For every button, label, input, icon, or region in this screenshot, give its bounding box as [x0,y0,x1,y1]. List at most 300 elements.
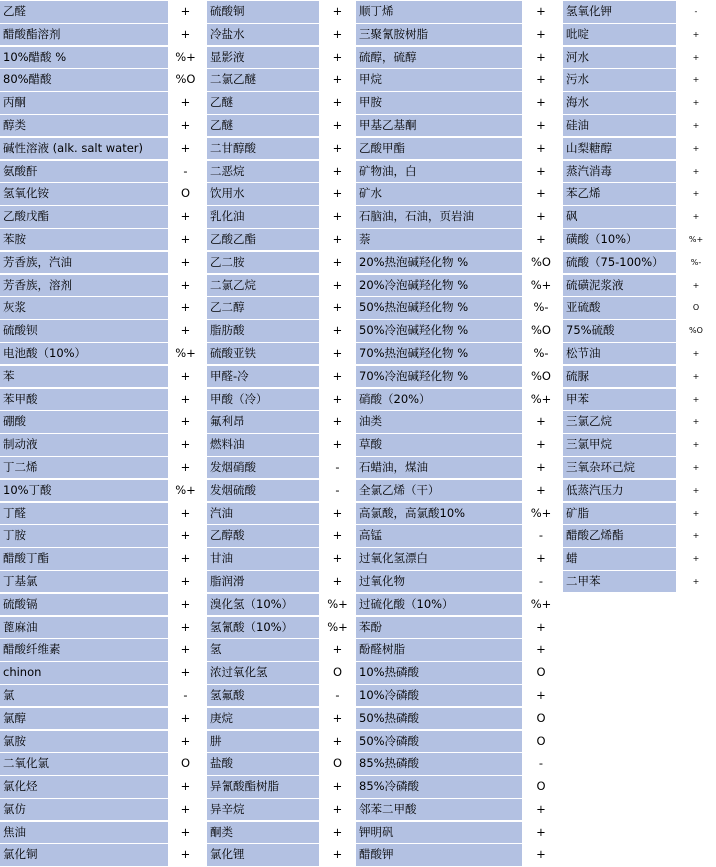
substance-name: 20%热泡碱羟化物 % [356,252,522,274]
substance-name: chinon [0,662,168,684]
resistance-rating: + [522,548,560,570]
table-row [0,24,203,46]
table-row [356,822,560,844]
substance-name: 85%热磷酸 [356,753,522,775]
table-row [0,776,203,798]
substance-name: 亚硫酸 [563,297,676,319]
table-row [0,753,203,775]
table-row [563,252,716,274]
table-row [356,753,560,775]
table-row [0,183,203,205]
table-row [0,731,203,753]
substance-name: 过氧化物 [356,571,522,593]
resistance-rating: + [319,343,356,365]
resistance-rating: + [522,617,560,639]
table-row [207,799,356,821]
substance-name: 氯仿 [0,799,168,821]
table-row [563,24,716,46]
table-row [356,183,560,205]
substance-name: 蓖麻油 [0,617,168,639]
substance-name: 75%硫酸 [563,320,676,342]
table-row [356,1,560,23]
substance-name: 海水 [563,92,676,114]
substance-name: 丁醛 [0,503,168,525]
substance-name: 钾明矾 [356,822,522,844]
resistance-rating: + [676,138,716,160]
substance-name: 乙醚 [207,115,319,137]
substance-name: 乙酸乙酯 [207,229,319,251]
table-row [207,115,356,137]
table-row [356,92,560,114]
substance-name: 脂肪酸 [207,320,319,342]
table-row [207,731,356,753]
substance-name: 丁二烯 [0,457,168,479]
table-row [563,47,716,69]
substance-name: 汽油 [207,503,319,525]
substance-name: 硫磺泥浆液 [563,275,676,297]
table-row [0,525,203,547]
substance-name: 石脑油，石油，页岩油 [356,206,522,228]
substance-name: 氢氧化钾 [563,1,676,23]
resistance-rating: + [676,480,716,502]
table-row [0,639,203,661]
resistance-rating: + [522,69,560,91]
table-row [207,434,356,456]
resistance-rating: + [168,411,203,433]
table-row [356,548,560,570]
resistance-rating: + [319,503,356,525]
resistance-rating: + [676,115,716,137]
resistance-rating: + [168,24,203,46]
substance-name: 苯乙烯 [563,183,676,205]
resistance-rating: + [522,229,560,251]
substance-name: 氟利昂 [207,411,319,433]
resistance-rating: + [168,366,203,388]
resistance-rating: + [168,662,203,684]
table-row [207,548,356,570]
table-row [207,1,356,23]
resistance-rating: + [319,1,356,23]
table-row [356,685,560,707]
substance-name: 硼酸 [0,411,168,433]
substance-name: 顺丁烯 [356,1,522,23]
resistance-rating: + [522,639,560,661]
table-row [0,617,203,639]
substance-name: 硫酸铜 [207,1,319,23]
resistance-rating: + [319,411,356,433]
table-row [0,457,203,479]
resistance-rating: %+ [522,275,560,297]
table-row [563,457,716,479]
table-row [0,92,203,114]
substance-name: 二氯乙醚 [207,69,319,91]
table-row [207,503,356,525]
substance-name: 苯胺 [0,229,168,251]
resistance-rating: + [522,822,560,844]
substance-name: 乙二醇 [207,297,319,319]
resistance-rating: + [319,389,356,411]
substance-name: 苯 [0,366,168,388]
table-row [356,320,560,342]
table-row [356,24,560,46]
table-row [207,480,356,502]
table-row [356,366,560,388]
substance-name: 二甘醇酸 [207,138,319,160]
table-row [207,343,356,365]
resistance-rating: - [522,525,560,547]
resistance-rating: O [319,753,356,775]
resistance-rating: %- [676,252,716,274]
resistance-rating: + [168,252,203,274]
substance-name: 醋酸乙烯酯 [563,525,676,547]
table-row [207,206,356,228]
resistance-rating: + [319,47,356,69]
resistance-rating: + [319,183,356,205]
substance-name: 乙二胺 [207,252,319,274]
substance-name: 醋酸钾 [356,844,522,866]
substance-name: 冷盐水 [207,24,319,46]
substance-name: 乙醇酸 [207,525,319,547]
resistance-rating: + [319,548,356,570]
table-column-2 [207,1,356,867]
resistance-rating: + [522,411,560,433]
substance-name: 显影液 [207,47,319,69]
resistance-rating: - [676,1,716,23]
substance-name: 矿脂 [563,503,676,525]
resistance-rating: + [522,115,560,137]
resistance-rating: + [522,457,560,479]
table-row [356,252,560,274]
table-row [563,275,716,297]
substance-name: 山梨糖醇 [563,138,676,160]
table-row [0,275,203,297]
substance-name: 50%冷磷酸 [356,731,522,753]
substance-name: 灰浆 [0,297,168,319]
table-row [207,47,356,69]
substance-name: 乳化油 [207,206,319,228]
table-row [207,183,356,205]
resistance-rating: + [319,731,356,753]
resistance-rating: %+ [522,503,560,525]
substance-name: 高锰 [356,525,522,547]
table-row [0,571,203,593]
substance-name: 50%热磷酸 [356,708,522,730]
resistance-rating: + [319,525,356,547]
resistance-rating: + [168,320,203,342]
table-row [356,69,560,91]
resistance-rating: + [168,138,203,160]
resistance-rating: O [168,753,203,775]
resistance-rating: + [319,822,356,844]
table-row [0,480,203,502]
resistance-rating: - [522,571,560,593]
resistance-rating: O [522,662,560,684]
resistance-rating: + [676,206,716,228]
table-row [0,411,203,433]
substance-name: 邻苯二甲酸 [356,799,522,821]
substance-name: 醋酸丁酯 [0,548,168,570]
substance-name: 二氧化氯 [0,753,168,775]
resistance-rating: + [676,161,716,183]
table-row [0,343,203,365]
table-row [356,799,560,821]
substance-name: 50%冷泡碱羟化物 % [356,320,522,342]
substance-name: 电池酸（10%） [0,343,168,365]
table-row [356,708,560,730]
table-row [563,548,716,570]
table-row [0,434,203,456]
substance-name: 丙酮 [0,92,168,114]
table-row [563,503,716,525]
table-row [356,229,560,251]
table-row [563,297,716,319]
resistance-rating: + [319,161,356,183]
resistance-rating: + [168,708,203,730]
table-row [563,115,716,137]
table-row [563,411,716,433]
resistance-rating: + [319,229,356,251]
resistance-rating: + [168,731,203,753]
substance-name: 硫酸（75-100%） [563,252,676,274]
substance-name: 甲烷 [356,69,522,91]
resistance-rating: + [319,115,356,137]
table-row [356,571,560,593]
table-row [0,138,203,160]
resistance-rating: + [168,229,203,251]
substance-name: 油类 [356,411,522,433]
table-row [0,1,203,23]
substance-name: 松节油 [563,343,676,365]
table-row [356,206,560,228]
substance-name: 氯胺 [0,731,168,753]
substance-name: 焦油 [0,822,168,844]
resistance-rating: + [676,366,716,388]
substance-name: 硫酸钡 [0,320,168,342]
resistance-rating: + [168,525,203,547]
resistance-rating: %+ [168,480,203,502]
table-row [0,69,203,91]
table-row [207,617,356,639]
substance-name: 硝酸（20%） [356,389,522,411]
table-row [0,206,203,228]
resistance-rating: + [676,434,716,456]
substance-name: 甲醛-冷 [207,366,319,388]
resistance-rating: %- [522,343,560,365]
resistance-rating: + [168,639,203,661]
resistance-rating: + [168,457,203,479]
substance-name: 异氰酸酯树脂 [207,776,319,798]
resistance-rating: + [676,183,716,205]
table-row [0,389,203,411]
table-row [563,1,716,23]
substance-name: 酮类 [207,822,319,844]
substance-name: 酚醛树脂 [356,639,522,661]
resistance-rating: %+ [168,47,203,69]
table-row [356,617,560,639]
resistance-rating: - [168,161,203,183]
table-row [356,161,560,183]
substance-name: 脂润滑 [207,571,319,593]
resistance-rating: - [168,685,203,707]
substance-name: 三聚氰胺树脂 [356,24,522,46]
table-row [356,503,560,525]
substance-name: 甲基乙基酮 [356,115,522,137]
substance-name: 硅油 [563,115,676,137]
table-row [356,47,560,69]
substance-name: 制动液 [0,434,168,456]
table-row [0,685,203,707]
substance-name: 石蜡油，煤油 [356,457,522,479]
table-row [356,275,560,297]
resistance-rating: + [319,297,356,319]
substance-name: 二甲苯 [563,571,676,593]
resistance-rating: %+ [319,617,356,639]
resistance-rating: + [319,844,356,866]
resistance-rating: + [676,503,716,525]
resistance-rating: O [522,776,560,798]
substance-name: 硫脲 [563,366,676,388]
substance-name: 10%丁酸 [0,480,168,502]
resistance-rating: + [168,594,203,616]
table-row [207,457,356,479]
substance-name: 氯醇 [0,708,168,730]
resistance-rating: %O [522,320,560,342]
resistance-rating: + [522,138,560,160]
table-row [207,685,356,707]
resistance-rating: + [168,115,203,137]
substance-name: 丁基氯 [0,571,168,593]
resistance-rating: %O [522,366,560,388]
resistance-rating: + [676,47,716,69]
substance-name: 河水 [563,47,676,69]
substance-name: 70%冷泡碱羟化物 % [356,366,522,388]
resistance-rating: O [676,297,716,319]
table-row [0,297,203,319]
resistance-rating: + [522,92,560,114]
resistance-rating: O [319,662,356,684]
resistance-rating: + [522,844,560,866]
substance-name: 氯化烃 [0,776,168,798]
resistance-rating: + [522,434,560,456]
table-row [207,161,356,183]
resistance-rating: + [676,457,716,479]
substance-name: 矿物油，白 [356,161,522,183]
resistance-rating: + [676,275,716,297]
substance-name: 醋酸纤维素 [0,639,168,661]
table-row [563,161,716,183]
substance-name: 二氯乙烷 [207,275,319,297]
substance-name: 甲胺 [356,92,522,114]
substance-name: 磺酸（10%） [563,229,676,251]
resistance-rating: + [319,206,356,228]
resistance-rating: + [522,161,560,183]
table-row [0,503,203,525]
substance-name: 甲苯 [563,389,676,411]
resistance-rating: O [522,731,560,753]
table-row [207,776,356,798]
table-row [356,776,560,798]
substance-name: 氯化铜 [0,844,168,866]
table-column-4 [563,1,716,594]
table-row [0,115,203,137]
substance-name: 氯化锂 [207,844,319,866]
table-row [0,822,203,844]
table-row [563,571,716,593]
substance-name: 氢氧化铵 [0,183,168,205]
substance-name: 苯甲酸 [0,389,168,411]
resistance-rating: + [319,69,356,91]
resistance-rating: + [168,844,203,866]
substance-name: 硫酸亚铁 [207,343,319,365]
table-row [356,343,560,365]
table-row [0,366,203,388]
substance-name: 低蒸汽压力 [563,480,676,502]
table-row [356,115,560,137]
resistance-rating: + [676,389,716,411]
resistance-rating: + [319,434,356,456]
table-row [563,69,716,91]
resistance-rating: - [319,480,356,502]
table-column-1 [0,1,203,867]
table-row [207,389,356,411]
substance-name: 芳香族，汽油 [0,252,168,274]
table-row [0,47,203,69]
substance-name: 蒸汽消毒 [563,161,676,183]
table-row [0,229,203,251]
resistance-rating: - [319,685,356,707]
table-row [356,731,560,753]
resistance-rating: + [676,525,716,547]
substance-name: 燃料油 [207,434,319,456]
resistance-rating: %+ [522,389,560,411]
table-row [563,389,716,411]
substance-name: 70%热泡碱羟化物 % [356,343,522,365]
substance-name: 硫酸镉 [0,594,168,616]
resistance-rating: + [522,685,560,707]
table-row [563,206,716,228]
table-row [563,92,716,114]
table-row [356,434,560,456]
table-row [0,161,203,183]
resistance-rating: + [168,206,203,228]
table-row [356,662,560,684]
table-row [207,252,356,274]
substance-name: 过氧化氢漂白 [356,548,522,570]
substance-name: 肼 [207,731,319,753]
resistance-rating: + [319,138,356,160]
table-row [0,594,203,616]
resistance-rating: %+ [676,229,716,251]
resistance-rating: %+ [168,343,203,365]
table-row [0,708,203,730]
substance-name: 高氯酸，高氯酸10% [356,503,522,525]
substance-name: 三氯甲烷 [563,434,676,456]
resistance-rating: + [676,571,716,593]
resistance-rating: + [319,92,356,114]
table-row [207,844,356,866]
table-row [0,799,203,821]
table-row [356,138,560,160]
table-row [563,138,716,160]
substance-name: 过硫化酸（10%） [356,594,522,616]
resistance-rating: %+ [319,594,356,616]
table-row [356,594,560,616]
substance-name: 氢 [207,639,319,661]
substance-name: 芳香族，溶剂 [0,275,168,297]
resistance-rating: + [168,503,203,525]
table-row [207,662,356,684]
table-row [207,297,356,319]
